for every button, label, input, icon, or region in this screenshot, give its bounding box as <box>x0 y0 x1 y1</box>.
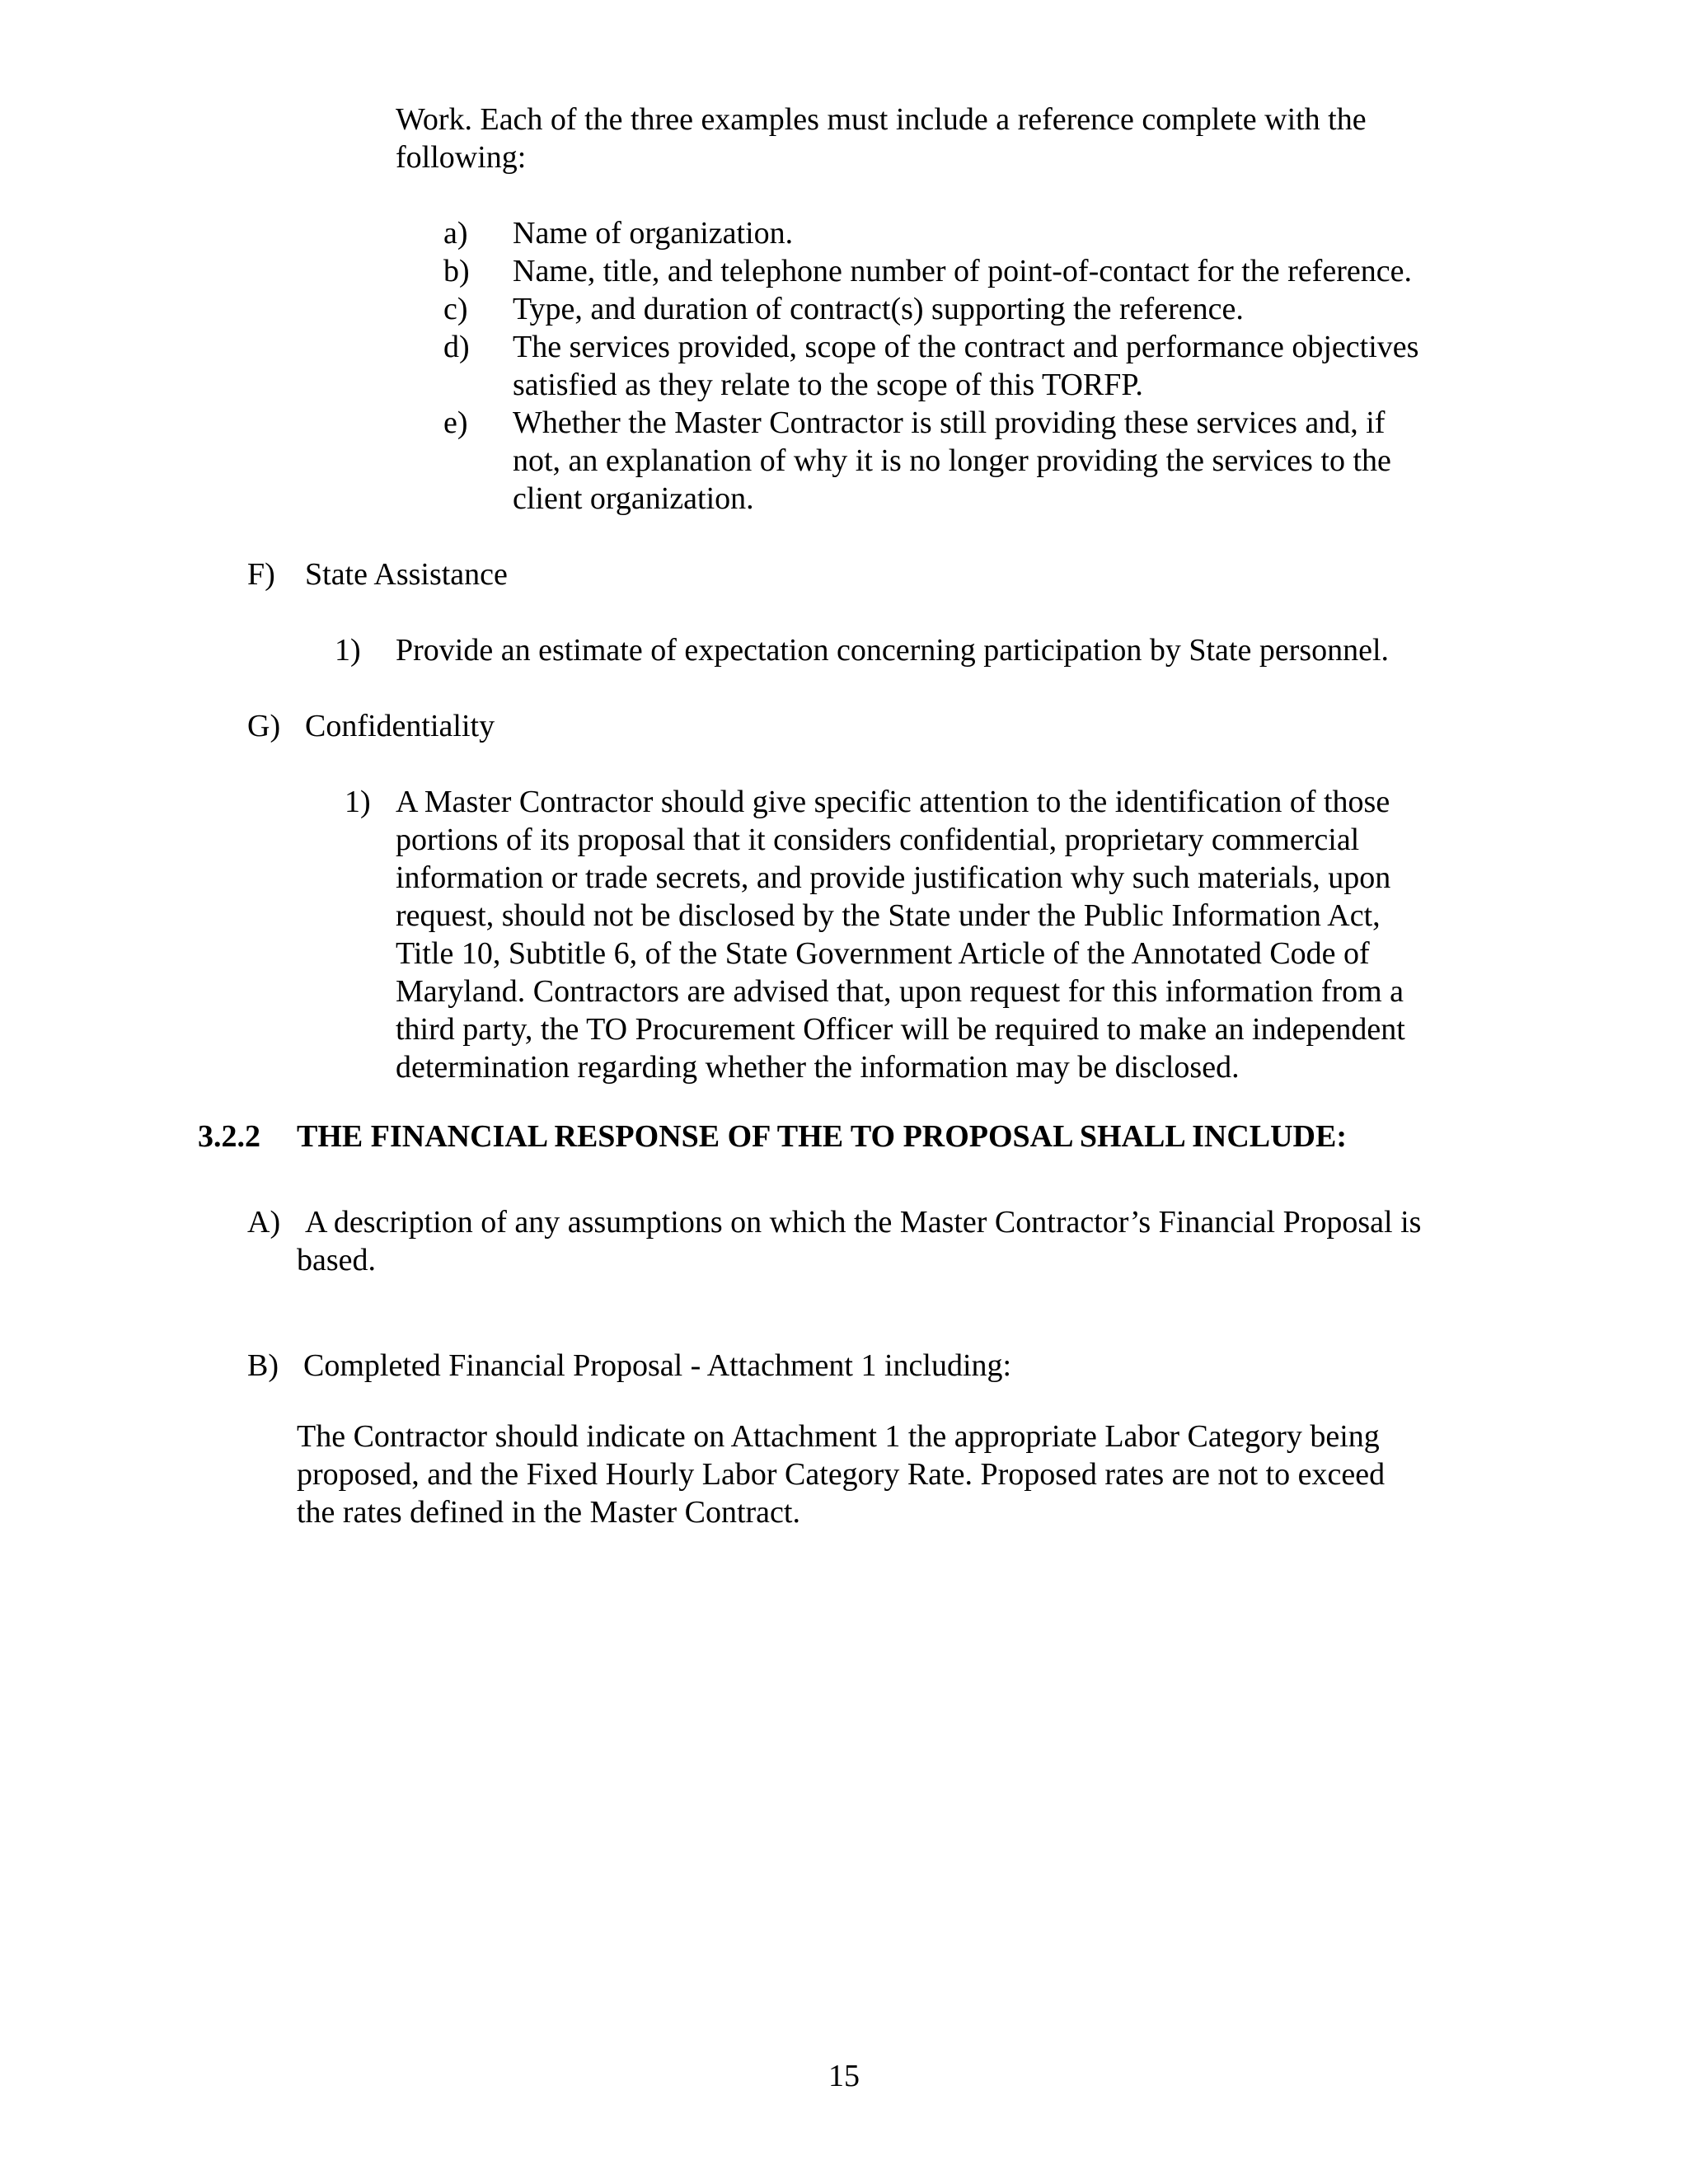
list-item-line: satisfied as they relate to the scope of this TORFP. <box>513 368 1143 402</box>
paragraph-line: determination regarding whether the information may be disclosed. <box>396 1050 1240 1085</box>
list-label: A) <box>247 1205 281 1240</box>
list-label: 1) <box>335 633 361 668</box>
list-item-line: Whether the Master Contractor is still providing these services and, if <box>513 405 1386 440</box>
paragraph-line: portions of its proposal that it considers confidential, proprietary commercial <box>396 823 1360 857</box>
list-label: 1) <box>345 785 371 819</box>
paragraph-line: A Master Contractor should give specific attention to the identification of those <box>396 785 1390 819</box>
section-number: 3.2.2 <box>198 1119 260 1154</box>
paragraph-line: Maryland. Contractors are advised that, upon request for this information from a <box>396 974 1404 1009</box>
intro-line: following: <box>396 140 527 175</box>
page-number: 15 <box>828 2059 860 2093</box>
list-item-text <box>513 404 1391 518</box>
paragraph-line: third party, the TO Procurement Officer will be required to make an independent <box>396 1012 1405 1047</box>
list-item-line: client organization. <box>513 481 754 516</box>
paragraph-line: The Contractor should indicate on Attachment 1 the appropriate Labor Category being <box>297 1419 1380 1454</box>
section-title: Confidentiality <box>305 709 495 743</box>
item-a-text <box>297 1203 1421 1279</box>
list-item-line: Name, title, and telephone number of point-of-contact for the reference. <box>513 254 1412 288</box>
intro-line: Work. Each of the three examples must include a reference complete with the <box>396 102 1367 137</box>
section-label: G) <box>247 709 281 743</box>
section-label: F) <box>247 557 275 592</box>
list-item-line: not, an explanation of why it is no longer providing the services to the <box>513 443 1391 478</box>
paragraph-line: Title 10, Subtitle 6, of the State Government Article of the Annotated Code of <box>396 936 1370 971</box>
list-label: a) <box>443 216 468 251</box>
list-item-text <box>513 252 1412 290</box>
list-label: e) <box>443 405 468 440</box>
list-label: d) <box>443 330 470 364</box>
list-item-text <box>513 290 1244 328</box>
intro-paragraph <box>396 101 1367 176</box>
list-item-line: Type, and duration of contract(s) supporting the reference. <box>513 292 1244 326</box>
section-title: State Assistance <box>305 557 508 592</box>
paragraph-line: based. <box>297 1243 377 1277</box>
list-item-text <box>513 328 1418 404</box>
paragraph-line: request, should not be disclosed by the State under the Public Information Act, <box>396 898 1381 933</box>
list-item-text <box>513 214 793 252</box>
list-label: b) <box>443 254 470 288</box>
paragraph-line: information or trade secrets, and provide justification why such materials, upon <box>396 860 1391 895</box>
section-heading: THE FINANCIAL RESPONSE OF THE TO PROPOSAL SHALL INCLUDE: <box>297 1119 1348 1154</box>
list-item-text: Completed Financial Proposal - Attachment 1 including: <box>303 1348 1012 1383</box>
financial-paragraph <box>297 1418 1385 1531</box>
paragraph-line: the rates defined in the Master Contract. <box>297 1495 800 1530</box>
list-item-line: Name of organization. <box>513 216 794 251</box>
list-label: c) <box>443 292 468 326</box>
list-item-line: The services provided, scope of the contract and performance objectives <box>513 330 1419 364</box>
list-item-text: Provide an estimate of expectation concerning participation by State personnel. <box>396 633 1390 668</box>
paragraph-line: proposed, and the Fixed Hourly Labor Category Rate. Proposed rates are not to exceed <box>297 1457 1386 1492</box>
confidentiality-paragraph <box>396 783 1405 1086</box>
paragraph-line: A description of any assumptions on which the Master Contractor’s Financial Proposal is <box>305 1205 1422 1240</box>
list-label: B) <box>247 1348 279 1383</box>
